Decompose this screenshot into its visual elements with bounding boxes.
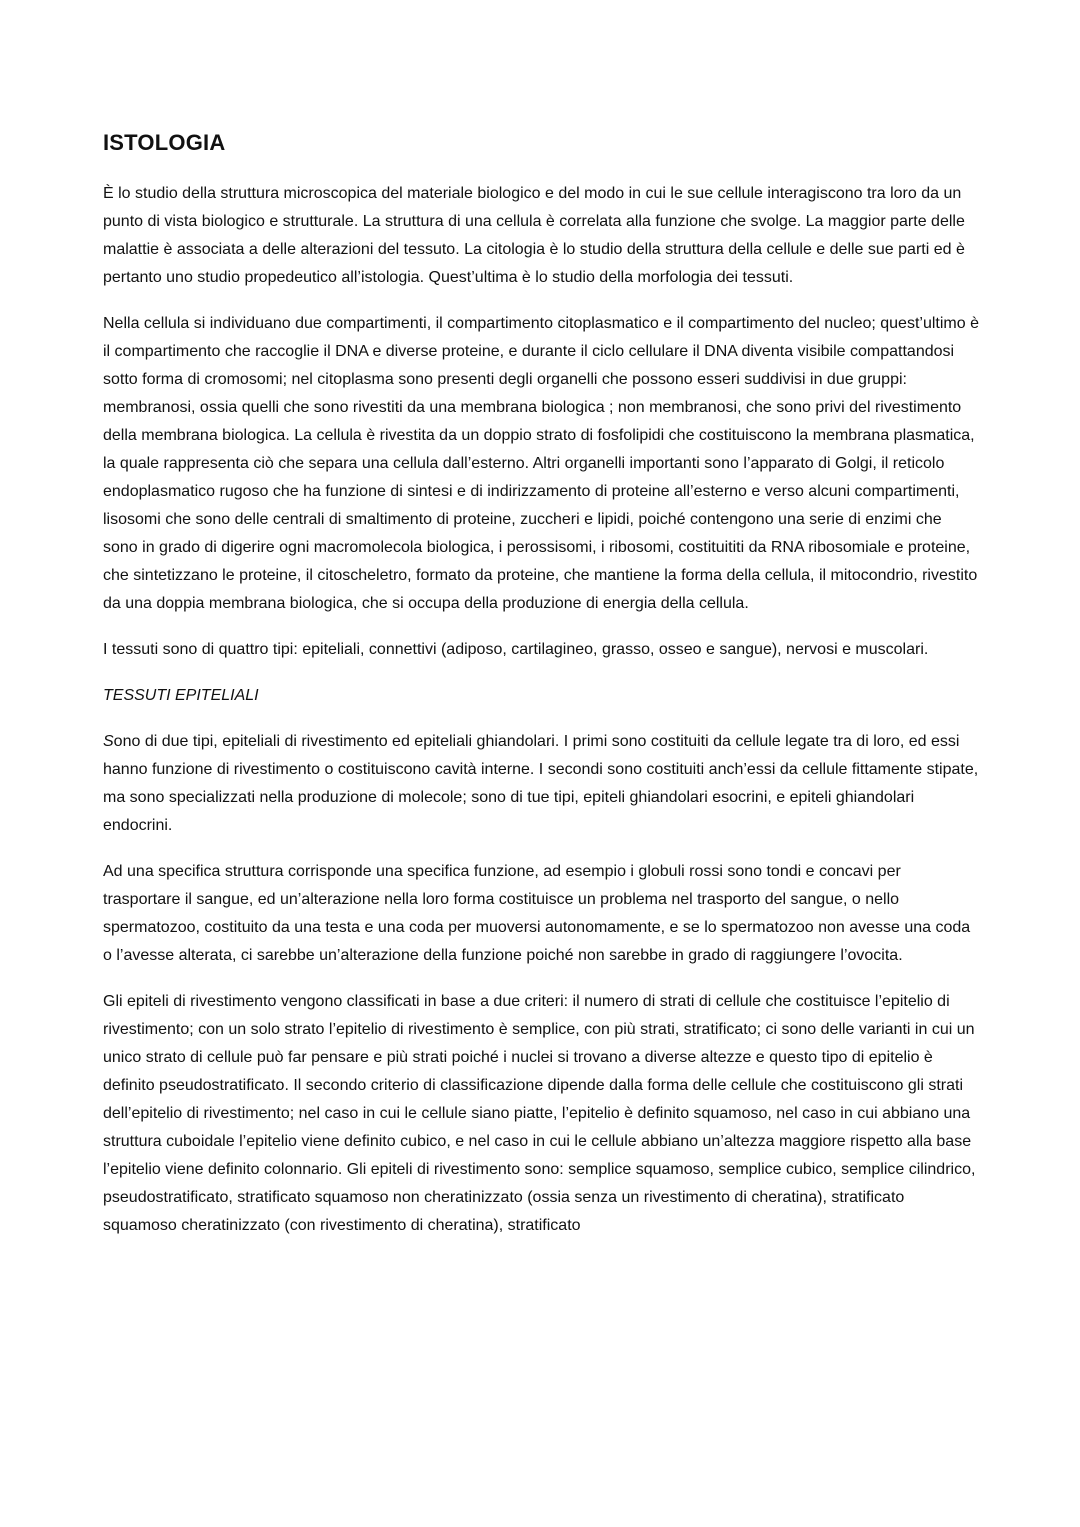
page-title: ISTOLOGIA [103,130,226,155]
section-heading-epithelial: TESSUTI EPITELIALI [103,687,259,704]
paragraph-epithelial-types: Sono di due tipi, epiteliali di rivestimento ed epiteliali ghiandolari. I primi sono costituiti da cellule legate tra di loro, ed essi hanno funzione di rivestimento o costituiscono cavità interne. I secondi sono costituiti anch’essi da cellule fittamente stipate, ma sono specializzati nella produzione di molecole; sono di tue tipi, epiteli ghiandolari esocrini, e epiteli ghiandolari endocrini. [103,733,979,834]
document-page [103,128,979,1258]
paragraph-tissue-types: I tessuti sono di quattro tipi: epiteliali, connettivi (adiposo, cartilagineo, grasso, osseo e sangue), nervosi e muscolari. [103,641,929,658]
paragraph-intro: È lo studio della struttura microscopica del materiale biologico e del modo in cui le sue cellule interagiscono tra loro da un punto di vista biologico e strutturale. La struttura di una cellula è correlata alla funzione che svolge. La maggior parte delle malattie è associata a delle alterazioni del tessuto. La citologia è lo studio della struttura della cellule e delle sue parti ed è pertanto uno studio propedeutico all’istologia. Quest’ultima è lo studio della morfologia dei tessuti. [103,185,965,286]
paragraph-structure-function: Ad una specifica struttura corrisponde una specifica funzione, ad esempio i globuli rossi sono tondi e concavi per trasportare il sangue, ed un’alterazione nella loro forma costituisce un problema nel trasporto del sangue, o nello spermatozoo, costituito da una testa e una coda per muoversi autonomamente, e se lo spermatozoo non avesse una coda o l’avesse alterata, ci sarebbe un’alterazione della funzione poiché non sarebbe in grado di raggiungere l’ovocita. [103,863,971,964]
paragraph-classification: Gli epiteli di rivestimento vengono classificati in base a due criteri: il numero di strati di cellule che costituisce l’epitelio di rivestimento; con un solo strato l’epitelio di rivestimento è semplice, con più strati, stratificato; ci sono delle varianti in cui un unico strato di cellule può far pensare e più strati poiché i nuclei si trovano a diverse altezze e questo tipo di epitelio è definito pseudostratificato. Il secondo criterio di classificazione dipende dalla forma delle cellule che costituiscono gli strati dell’epitelio di rivestimento; nel caso in cui le cellule siano piatte, l’epitelio è definito squamoso, nel caso in cui abbiano una struttura cuboidale l’epitelio viene definito cubico, e nel caso in cui le cellule abbiano un’altezza maggiore rispetto alla base l’epitelio viene definito colonnario. Gli epiteli di rivestimento sono: semplice squamoso, semplice cubico, semplice cilindrico, pseudostratificato, stratificato squamoso non cheratinizzato (ossia senza un rivestimento di cheratina), stratificato squamoso cheratinizzato (con rivestimento di cheratina), stratificato [103,993,976,1234]
paragraph-cell-compartments: Nella cellula si individuano due compartimenti, il compartimento citoplasmatico e il compartimento del nucleo; quest’ultimo è il compartimento che raccoglie il DNA e diverse proteine, e durante il ciclo cellulare il DNA diventa visibile compattandosi sotto forma di cromosomi; nel citoplasma sono presenti degli organelli che possono esseri suddivisi in due gruppi: membranosi, ossia quelli che sono rivestiti da una membrana biologica ; non membranosi, che sono privi del rivestimento della membrana biologica. La cellula è rivestita da un doppio strato di fosfolipidi che costituiscono la membrana plasmatica, la quale rappresenta ciò che separa una cellula dall’esterno. Altri organelli importanti sono l’apparato di Golgi, il reticolo endoplasmatico rugoso che ha funzione di sintesi e di indirizzamento di proteine all’esterno e verso alcuni compartimenti, lisosomi che sono delle centrali di smaltimento di proteine, zuccheri e lipidi, poiché contengono una serie di enzimi che sono in grado di digerire ogni macromolecola biologica, i perossisomi, i ribosomi, costituititi da RNA ribosomiale e proteine, che sintetizzano le proteine, il citoscheletro, formato da proteine, che mantiene la forma della cellula, il mitocondrio, rivestito da una doppia membrana biologica, che si occupa della produzione di energia della cellula. [103,315,979,612]
